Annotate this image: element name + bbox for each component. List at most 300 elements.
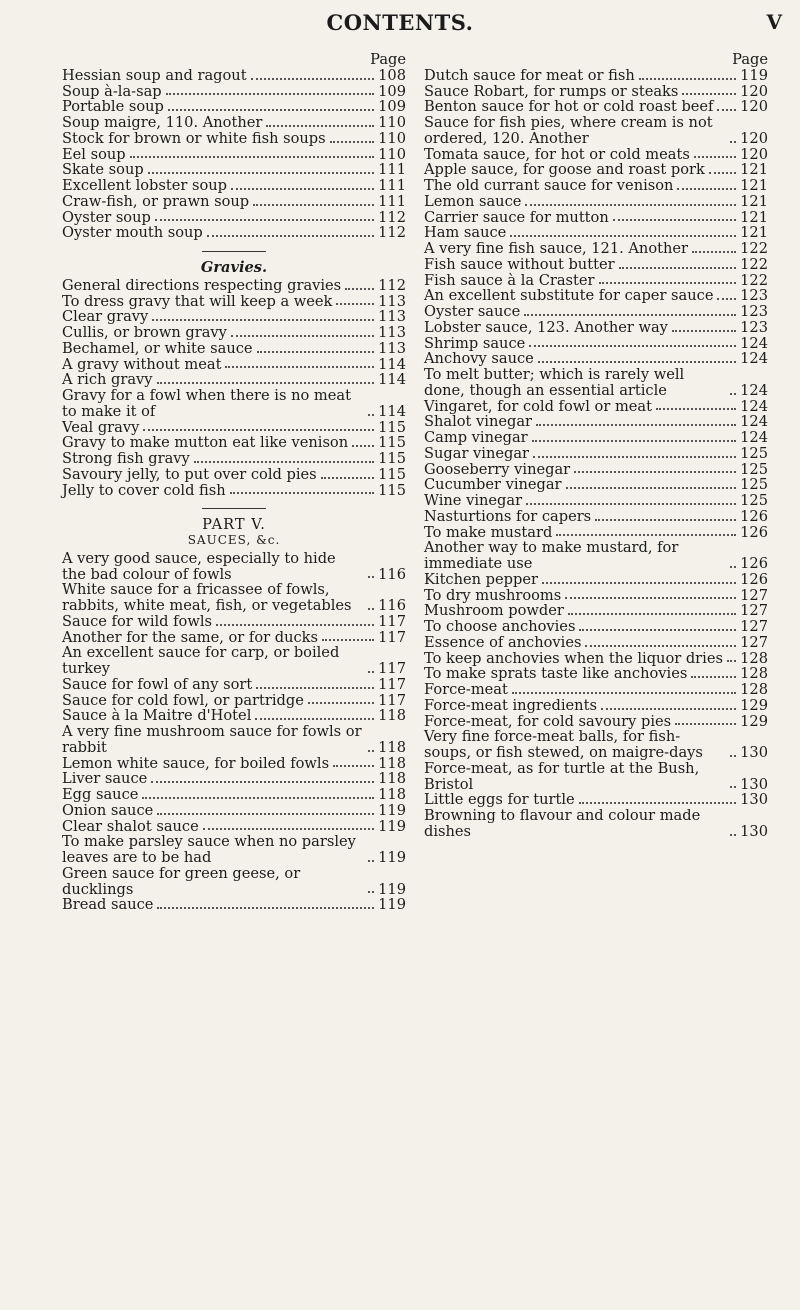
toc-entry [424, 241, 768, 257]
toc-entry [424, 714, 768, 730]
toc-entry-page: 112 [378, 224, 406, 242]
dot-leader [565, 597, 736, 599]
toc-entry-title: To melt butter; which is rarely well done, though an essential article [424, 366, 685, 399]
toc-entry [62, 325, 406, 341]
dot-leader [253, 204, 374, 206]
dot-leader [730, 141, 736, 143]
toc-entry-title: A very good sauce, especially to hide the bad colour of fowls [62, 549, 336, 583]
dot-leader [512, 692, 736, 694]
part-subheading: SAUCES, &c. [187, 533, 281, 547]
toc-entry [424, 792, 768, 808]
toc-entry-page: 121 [740, 177, 768, 194]
toc-entry [62, 724, 406, 756]
toc-entry [424, 430, 768, 446]
toc-entry [424, 194, 768, 210]
dot-leader [368, 671, 374, 673]
page-column-label: Page [732, 51, 768, 68]
toc-entry [424, 635, 768, 651]
dot-leader [333, 765, 374, 767]
toc-entry-page: 113 [378, 339, 406, 357]
toc-entry [424, 162, 768, 178]
toc-entry-page: 118 [378, 786, 406, 803]
sauces-list [62, 551, 406, 913]
toc-entry-title: Sugar vinegar [424, 444, 530, 462]
dot-leader [257, 351, 375, 353]
toc-entry-page: 113 [378, 308, 406, 326]
dot-leader [568, 613, 736, 615]
toc-entry-title: Stock for brown or white fish soups [62, 129, 326, 147]
dot-leader [538, 361, 736, 363]
toc-entry-page: 114 [378, 402, 406, 420]
toc-entry-page: 126 [740, 570, 768, 588]
dot-leader [166, 93, 375, 95]
toc-entry-page: 112 [378, 276, 406, 294]
toc-entry-title: Veal gravy [62, 418, 140, 436]
toc-entry-page: 111 [378, 177, 406, 194]
dot-leader [717, 298, 736, 300]
toc-entry [424, 178, 768, 194]
toc-entry [424, 446, 768, 462]
toc-entry [62, 194, 406, 210]
dot-leader [639, 78, 736, 80]
dot-leader [730, 834, 736, 836]
dot-leader [368, 750, 374, 752]
toc-entry-page: 121 [740, 224, 768, 242]
toc-entry-title: Anchovy sauce [424, 350, 534, 368]
toc-entry-page: 114 [378, 371, 406, 389]
toc-entry-page: 110 [378, 114, 406, 131]
toc-entry [424, 225, 768, 241]
toc-entry-page: 124 [740, 381, 768, 399]
dot-leader [677, 188, 736, 190]
toc-entry-page: 120 [740, 98, 768, 116]
dot-leader [168, 109, 374, 111]
toc-entry-page: 130 [740, 791, 768, 809]
toc-entry-page: 115 [378, 481, 406, 499]
toc-entry-page: 120 [740, 82, 768, 100]
toc-entry-page: 125 [740, 476, 768, 494]
toc-entry-page: 114 [378, 355, 406, 373]
toc-entry-page: 120 [740, 129, 768, 147]
toc-entry-page: 117 [378, 675, 406, 693]
toc-entry [62, 834, 406, 866]
toc-entry [62, 388, 406, 420]
toc-entry [424, 525, 768, 541]
toc-entry [62, 131, 406, 147]
dot-leader [368, 414, 374, 416]
toc-entry [62, 225, 406, 241]
page-column-label: Page [370, 51, 406, 68]
toc-entry-page: 124 [740, 334, 768, 352]
toc-entry-title: Force-meat, as for turtle at the Bush, Bristol [424, 759, 700, 793]
dot-leader [692, 251, 736, 253]
toc-entry-page: 115 [378, 418, 406, 436]
toc-entry [62, 614, 406, 630]
toc-entry [424, 147, 768, 163]
dot-leader [352, 445, 374, 447]
soups-list [62, 68, 406, 241]
toc-entry [424, 619, 768, 635]
toc-entry [62, 630, 406, 646]
toc-entry-title: To keep anchovies when the liquor dries [424, 649, 723, 667]
toc-entry [424, 351, 768, 367]
toc-entry [62, 693, 406, 709]
toc-entry-title: Lobster sauce, 123. Another way [424, 318, 668, 336]
toc-entry [62, 756, 406, 772]
toc-entry-title: Cullis, or brown gravy [62, 324, 227, 341]
toc-entry [62, 115, 406, 131]
dot-leader [694, 156, 736, 158]
toc-entry-title: To make mustard [424, 523, 553, 541]
toc-entry-page: 117 [378, 691, 406, 709]
toc-entry-title: Browning to flavour and colour made dishes [424, 807, 701, 840]
toc-entry-page: 122 [740, 255, 768, 273]
dot-leader [730, 786, 736, 788]
toc-entry [62, 294, 406, 310]
dot-leader [330, 141, 375, 143]
dot-leader [526, 503, 736, 505]
toc-entry-title: Hessian soup and ragout [62, 66, 247, 84]
toc-entry [424, 304, 768, 320]
toc-entry-title: General directions respecting gravies [62, 276, 342, 294]
toc-entry-title: Force-meat [424, 681, 508, 698]
toc-entry-title: Dutch sauce for meat or fish [424, 66, 635, 84]
toc-entry-title: Sauce for fowl of any sort [62, 675, 253, 693]
toc-entry [424, 493, 768, 509]
toc-entry [424, 99, 768, 115]
toc-entry [62, 278, 406, 294]
toc-entry [424, 68, 768, 84]
toc-entry [62, 708, 406, 724]
toc-entry-title: Very fine force-meat balls, for fish-soups, or fish stewed, on maigre-days [424, 728, 703, 761]
toc-entry-page: 119 [378, 801, 406, 819]
toc-entry-page: 119 [378, 849, 406, 866]
dot-leader [151, 781, 374, 783]
dot-leader [579, 802, 736, 804]
gravies-list [62, 278, 406, 499]
toc-entry [424, 115, 768, 147]
dot-leader [717, 109, 736, 111]
toc-entry-title: Wine vinegar [424, 492, 523, 509]
toc-entry-title: To dress gravy that will keep a week [62, 292, 333, 310]
toc-entry-title: Nasturtions for capers [424, 507, 592, 525]
toc-entry [62, 178, 406, 194]
toc-entry-title: Bread sauce [62, 896, 154, 914]
dot-leader [691, 676, 736, 678]
toc-entry-page: 119 [378, 896, 406, 914]
toc-entry [424, 698, 768, 714]
toc-entry-title: A rich gravy [62, 371, 153, 389]
toc-entry [62, 771, 406, 787]
dot-leader [345, 288, 374, 290]
toc-entry [62, 819, 406, 835]
toc-entry-title: To dry mushrooms [424, 586, 562, 604]
toc-entry-page: 118 [378, 707, 406, 725]
dot-leader [368, 891, 374, 893]
dot-leader [255, 718, 374, 720]
toc-entry-page: 128 [740, 681, 768, 698]
toc-entry-title: Portable soup [62, 98, 164, 116]
dot-leader [155, 219, 374, 221]
dot-leader [525, 204, 736, 206]
toc-entry [424, 729, 768, 761]
toc-entry-title: A very fine mushroom sauce for fowls or rabbit [62, 723, 362, 756]
toc-entry-page: 129 [740, 696, 768, 714]
dot-leader [709, 172, 736, 174]
toc-entry-title: Mushroom powder [424, 602, 564, 620]
dot-leader [368, 860, 374, 862]
toc-entry [62, 162, 406, 178]
toc-entry-title: Benton sauce for hot or cold roast beef [424, 98, 714, 116]
dot-leader [656, 408, 736, 410]
toc-entry [62, 357, 406, 373]
toc-entry-page: 113 [378, 292, 406, 310]
toc-entry [424, 336, 768, 352]
toc-entry-page: 115 [378, 465, 406, 483]
toc-entry-page: 111 [378, 161, 406, 179]
dot-leader [142, 797, 374, 799]
dot-leader [368, 608, 374, 610]
toc-entry-title: Onion sauce [62, 801, 154, 819]
toc-entry-title: Shalot vinegar [424, 413, 533, 431]
dot-leader [216, 624, 374, 626]
toc-entry-page: 127 [740, 618, 768, 635]
toc-entry [424, 414, 768, 430]
toc-entry-title: Oyster mouth soup [62, 224, 203, 242]
toc-entry [62, 372, 406, 388]
toc-entry-page: 128 [740, 665, 768, 683]
dot-leader [532, 440, 736, 442]
dot-leader [251, 78, 375, 80]
toc-entry-page: 109 [378, 98, 406, 116]
dot-leader [574, 471, 736, 473]
toc-entry-page: 119 [378, 817, 406, 835]
dot-leader [308, 702, 374, 704]
toc-entry-title: Force-meat ingredients [424, 696, 597, 714]
toc-entry [62, 341, 406, 357]
toc-entry-page: 113 [378, 324, 406, 341]
section-divider [202, 508, 266, 509]
dot-leader [556, 534, 736, 536]
toc-entry [424, 588, 768, 604]
toc-entry [62, 467, 406, 483]
gravies-heading: Gravies. [200, 259, 268, 276]
toc-entry-page: 125 [740, 492, 768, 509]
toc-entry-title: Ham sauce [424, 224, 507, 242]
toc-entry [424, 288, 768, 304]
toc-entry-page: 121 [740, 192, 768, 210]
dot-leader [336, 303, 374, 305]
toc-entry-title: Savoury jelly, to put over cold pies [62, 465, 317, 483]
toc-entry [424, 509, 768, 525]
dot-leader [675, 723, 736, 725]
toc-entry-page: 123 [740, 318, 768, 336]
toc-entry-page: 121 [740, 208, 768, 226]
toc-entry-page: 118 [378, 738, 406, 756]
toc-entry-page: 128 [740, 649, 768, 667]
toc-entry-title: To make parsley sauce when no parsley leaves are to be had [62, 833, 356, 866]
dot-leader [533, 456, 736, 458]
dot-leader [321, 477, 375, 479]
toc-entry [424, 651, 768, 667]
toc-entry-title: Craw-fish, or prawn soup [62, 192, 250, 210]
toc-entry-title: Another for the same, or for ducks [62, 628, 318, 646]
dot-leader [225, 366, 374, 368]
toc-entry-title: Egg sauce [62, 786, 139, 803]
dot-leader [730, 393, 736, 395]
toc-entry-page: 110 [378, 129, 406, 147]
toc-entry-title: Camp vinegar [424, 429, 528, 446]
toc-entry-page: 119 [740, 66, 768, 84]
toc-entry-page: 108 [378, 66, 406, 84]
toc-entry [424, 399, 768, 415]
toc-entry-page: 121 [740, 161, 768, 179]
dot-leader [157, 382, 375, 384]
toc-entry-title: Bechamel, or white sauce [62, 339, 253, 357]
toc-entry [424, 257, 768, 273]
toc-entry-title: Clear gravy [62, 308, 149, 326]
toc-entry [424, 273, 768, 289]
toc-entry-page: 125 [740, 444, 768, 462]
toc-entry [424, 320, 768, 336]
dot-leader [579, 629, 736, 631]
toc-entry [62, 99, 406, 115]
toc-entry [424, 210, 768, 226]
section-divider [202, 251, 266, 252]
toc-entry-title: To make sprats taste like anchovies [424, 665, 688, 683]
dot-leader [203, 828, 374, 830]
toc-entry-page: 119 [378, 880, 406, 898]
toc-entry [424, 462, 768, 478]
toc-entry-title: Gravy to make mutton eat like venison [62, 434, 349, 452]
toc-entry [62, 803, 406, 819]
toc-entry-title: Strong fish gravy [62, 450, 190, 467]
toc-entry [62, 582, 406, 614]
toc-entry-title: Sauce for cold fowl, or partridge [62, 691, 304, 709]
toc-entry-page: 111 [378, 192, 406, 210]
toc-entry-title: The old currant sauce for venison [424, 177, 674, 194]
toc-entry-page: 127 [740, 633, 768, 651]
toc-entry [62, 84, 406, 100]
toc-entry-title: White sauce for a fricassee of fowls, rabbits, white meat, fish, or vegetables [62, 581, 352, 614]
page-number: V [766, 10, 782, 34]
toc-entry [424, 682, 768, 698]
toc-entry [62, 435, 406, 451]
dot-leader [231, 335, 374, 337]
dot-leader [601, 708, 736, 710]
toc-entry-title: Oyster soup [62, 208, 151, 226]
toc-entry-title: A very fine fish sauce, 121. Another [424, 240, 688, 257]
dot-leader [368, 576, 374, 578]
toc-entry-page: 115 [378, 450, 406, 467]
toc-entry-page: 120 [740, 145, 768, 163]
toc-entry-title: Vingaret, for cold fowl or meat [424, 397, 652, 415]
toc-entry-page: 127 [740, 586, 768, 604]
toc-entry-title: Cucumber vinegar [424, 476, 562, 494]
toc-entry [424, 666, 768, 682]
toc-entry-title: Lemon white sauce, for boiled fowls [62, 754, 330, 772]
toc-entry-title: Eel soup [62, 145, 126, 163]
toc-entry-title: Soup maigre, 110. Another [62, 114, 263, 131]
toc-entry [424, 477, 768, 493]
toc-entry [62, 483, 406, 499]
dot-leader [672, 330, 736, 332]
dot-leader [322, 639, 374, 641]
toc-entry-title: Skate soup [62, 161, 144, 179]
dot-leader [682, 93, 736, 95]
dot-leader [730, 755, 736, 757]
dot-leader [619, 267, 737, 269]
toc-entry-title: An excellent substitute for caper sauce [424, 287, 714, 305]
toc-entry [62, 551, 406, 583]
toc-entry-page: 123 [740, 303, 768, 320]
toc-entry-page: 130 [740, 775, 768, 793]
toc-entry [62, 147, 406, 163]
toc-entry-page: 116 [378, 565, 406, 583]
dot-leader [730, 566, 736, 568]
toc-entry-page: 127 [740, 602, 768, 620]
toc-entry-title: An excellent sauce for carp, or boiled turkey [62, 644, 340, 677]
toc-entry-page: 126 [740, 523, 768, 541]
toc-entry-title: Excellent lobster soup [62, 177, 227, 194]
toc-entry-title: Jelly to cover cold fish [62, 481, 226, 499]
toc-entry-page: 126 [740, 507, 768, 525]
dot-leader [157, 907, 374, 909]
toc-entry [424, 603, 768, 619]
dot-leader [727, 660, 736, 662]
dot-leader [157, 813, 374, 815]
dot-leader [230, 492, 374, 494]
dot-leader [130, 156, 375, 158]
toc-entry-title: Little eggs for turtle [424, 791, 575, 809]
part-heading: PART V. [202, 516, 266, 534]
toc-entry-page: 124 [740, 350, 768, 368]
toc-entry-page: 122 [740, 240, 768, 257]
toc-entry [424, 367, 768, 399]
toc-entry-title: Oyster sauce [424, 303, 521, 320]
toc-entry-title: Tomata sauce, for hot or cold meats [424, 145, 690, 163]
toc-entry-title: Gooseberry vinegar [424, 460, 571, 478]
toc-entry-page: 117 [378, 628, 406, 646]
toc-entry-page: 117 [378, 612, 406, 630]
toc-entry-title: Sauce Robart, for rumps or steaks [424, 82, 679, 100]
toc-entry-title: Essence of anchovies [424, 633, 582, 651]
toc-entry [62, 309, 406, 325]
toc-entry-title: Sauce for fish pies, where cream is not ordered, 120. Another [424, 114, 713, 147]
toc-entry-page: 124 [740, 413, 768, 431]
toc-entry [424, 808, 768, 840]
dot-leader [585, 645, 736, 647]
toc-entry-title: Soup à-la-sap [62, 82, 162, 100]
toc-entry-page: 130 [740, 822, 768, 840]
toc-entry-page: 118 [378, 754, 406, 772]
toc-entry-page: 117 [378, 660, 406, 677]
toc-entry-title: Lemon sauce [424, 192, 522, 210]
dot-leader [524, 314, 736, 316]
toc-entry [62, 787, 406, 803]
toc-entry-title: Kitchen pepper [424, 570, 538, 588]
toc-entry-title: Carrier sauce for mutton [424, 208, 609, 226]
dot-leader [536, 424, 736, 426]
toc-entry-page: 124 [740, 429, 768, 446]
dot-leader [613, 219, 736, 221]
toc-entry [424, 761, 768, 793]
toc-entry-title: Sauce for wild fowls [62, 612, 212, 630]
toc-entry [62, 420, 406, 436]
dot-leader [599, 282, 737, 284]
toc-entry [62, 897, 406, 913]
dot-leader [231, 188, 374, 190]
